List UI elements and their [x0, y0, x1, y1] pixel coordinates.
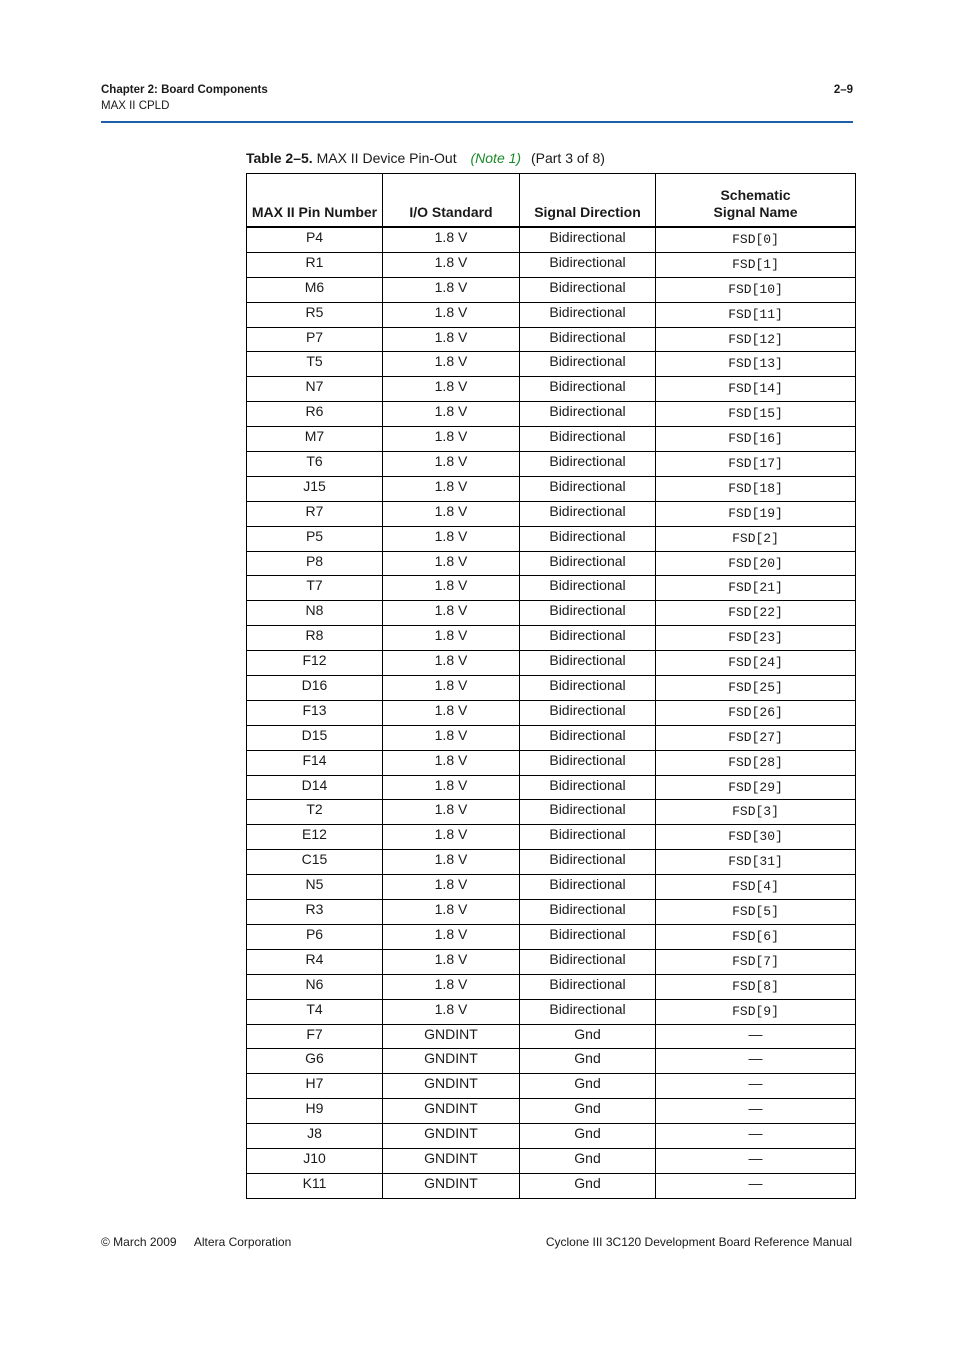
- table-body: [247, 227, 856, 1198]
- table-row: [247, 949, 856, 974]
- pin-number-cell: H9: [247, 1099, 383, 1124]
- io-standard-cell: 1.8 V: [383, 476, 520, 501]
- table-row: [247, 1049, 856, 1074]
- signal-direction-cell: Bidirectional: [520, 476, 656, 501]
- io-standard-cell: 1.8 V: [383, 227, 520, 252]
- signal-name-cell: FSD[28]: [656, 750, 856, 775]
- signal-direction-cell: Bidirectional: [520, 875, 656, 900]
- io-standard-cell: 1.8 V: [383, 924, 520, 949]
- chapter-title: Chapter 2: Board Components: [101, 84, 268, 96]
- signal-name-cell: —: [656, 1074, 856, 1099]
- io-standard-cell: 1.8 V: [383, 900, 520, 925]
- table-row: [247, 825, 856, 850]
- signal-name-cell: FSD[13]: [656, 352, 856, 377]
- signal-direction-cell: Bidirectional: [520, 800, 656, 825]
- table-row: [247, 676, 856, 701]
- pin-number-cell: F13: [247, 700, 383, 725]
- table-row: [247, 476, 856, 501]
- header-io-standard: I/O Standard: [383, 174, 520, 228]
- io-standard-cell: 1.8 V: [383, 949, 520, 974]
- table-row: [247, 526, 856, 551]
- signal-name-cell: —: [656, 1099, 856, 1124]
- pin-number-cell: T7: [247, 576, 383, 601]
- table-label: Table 2–5.: [246, 150, 313, 166]
- signal-direction-cell: Bidirectional: [520, 501, 656, 526]
- signal-direction-cell: Bidirectional: [520, 725, 656, 750]
- pin-number-cell: P6: [247, 924, 383, 949]
- pin-number-cell: D15: [247, 725, 383, 750]
- signal-direction-cell: Gnd: [520, 1173, 656, 1198]
- pin-number-cell: P5: [247, 526, 383, 551]
- signal-direction-cell: Gnd: [520, 1124, 656, 1149]
- table-row: [247, 900, 856, 925]
- table-row: [247, 277, 856, 302]
- table-row: [247, 750, 856, 775]
- signal-direction-cell: Gnd: [520, 1049, 656, 1074]
- signal-name-cell: FSD[31]: [656, 850, 856, 875]
- signal-name-cell: —: [656, 1049, 856, 1074]
- signal-direction-cell: Bidirectional: [520, 676, 656, 701]
- pin-number-cell: N6: [247, 974, 383, 999]
- signal-name-cell: FSD[0]: [656, 227, 856, 252]
- signal-direction-cell: Bidirectional: [520, 252, 656, 277]
- table-row: [247, 1074, 856, 1099]
- io-standard-cell: 1.8 V: [383, 551, 520, 576]
- signal-name-cell: FSD[22]: [656, 601, 856, 626]
- signal-direction-cell: Bidirectional: [520, 900, 656, 925]
- signal-direction-cell: Bidirectional: [520, 526, 656, 551]
- signal-direction-cell: Bidirectional: [520, 850, 656, 875]
- signal-name-cell: —: [656, 1148, 856, 1173]
- io-standard-cell: 1.8 V: [383, 601, 520, 626]
- io-standard-cell: 1.8 V: [383, 576, 520, 601]
- footer-left: [101, 1235, 291, 1249]
- pin-number-cell: K11: [247, 1173, 383, 1198]
- table-row: [247, 725, 856, 750]
- signal-name-cell: FSD[12]: [656, 327, 856, 352]
- signal-name-cell: FSD[21]: [656, 576, 856, 601]
- signal-name-cell: —: [656, 1124, 856, 1149]
- signal-name-cell: FSD[27]: [656, 725, 856, 750]
- signal-name-cell: FSD[26]: [656, 700, 856, 725]
- signal-direction-cell: Gnd: [520, 1024, 656, 1049]
- section-title: MAX II CPLD: [101, 100, 170, 112]
- pin-number-cell: F7: [247, 1024, 383, 1049]
- table-row: [247, 402, 856, 427]
- header-schematic-signal-name: [656, 174, 856, 228]
- pin-number-cell: D16: [247, 676, 383, 701]
- table-row: [247, 377, 856, 402]
- io-standard-cell: 1.8 V: [383, 402, 520, 427]
- signal-direction-cell: Bidirectional: [520, 551, 656, 576]
- signal-direction-cell: Bidirectional: [520, 227, 656, 252]
- table-row: [247, 1173, 856, 1198]
- io-standard-cell: 1.8 V: [383, 800, 520, 825]
- signal-direction-cell: Bidirectional: [520, 775, 656, 800]
- signal-direction-cell: Bidirectional: [520, 277, 656, 302]
- pin-number-cell: T4: [247, 999, 383, 1024]
- pin-number-cell: N8: [247, 601, 383, 626]
- signal-name-cell: FSD[24]: [656, 651, 856, 676]
- table-row: [247, 501, 856, 526]
- pin-number-cell: P8: [247, 551, 383, 576]
- pin-number-cell: J10: [247, 1148, 383, 1173]
- pin-number-cell: T5: [247, 352, 383, 377]
- pin-number-cell: R6: [247, 402, 383, 427]
- io-standard-cell: 1.8 V: [383, 676, 520, 701]
- header-signal-direction: Signal Direction: [520, 174, 656, 228]
- table-row: [247, 352, 856, 377]
- io-standard-cell: GNDINT: [383, 1148, 520, 1173]
- table-row: [247, 999, 856, 1024]
- header-schematic-line2: Signal Name: [713, 204, 798, 220]
- io-standard-cell: 1.8 V: [383, 526, 520, 551]
- page-header: [101, 84, 853, 123]
- signal-name-cell: FSD[17]: [656, 452, 856, 477]
- signal-name-cell: FSD[30]: [656, 825, 856, 850]
- io-standard-cell: 1.8 V: [383, 277, 520, 302]
- footer-manual-title: Cyclone III 3C120 Development Board Reference Manual: [545, 1235, 852, 1249]
- signal-direction-cell: Gnd: [520, 1148, 656, 1173]
- table-part: (Part 3 of 8): [530, 150, 605, 166]
- io-standard-cell: 1.8 V: [383, 750, 520, 775]
- signal-name-cell: FSD[14]: [656, 377, 856, 402]
- signal-direction-cell: Bidirectional: [520, 302, 656, 327]
- signal-direction-cell: Bidirectional: [520, 700, 656, 725]
- table-row: [247, 1124, 856, 1149]
- signal-direction-cell: Bidirectional: [520, 825, 656, 850]
- signal-direction-cell: Bidirectional: [520, 377, 656, 402]
- pin-number-cell: J8: [247, 1124, 383, 1149]
- signal-name-cell: FSD[16]: [656, 427, 856, 452]
- signal-name-cell: FSD[29]: [656, 775, 856, 800]
- io-standard-cell: 1.8 V: [383, 850, 520, 875]
- pin-number-cell: M7: [247, 427, 383, 452]
- pin-number-cell: G6: [247, 1049, 383, 1074]
- io-standard-cell: 1.8 V: [383, 427, 520, 452]
- pin-number-cell: H7: [247, 1074, 383, 1099]
- signal-direction-cell: Bidirectional: [520, 601, 656, 626]
- io-standard-cell: 1.8 V: [383, 626, 520, 651]
- signal-name-cell: FSD[9]: [656, 999, 856, 1024]
- footer-company: Altera Corporation: [193, 1235, 292, 1249]
- page-number: 2–9: [833, 84, 853, 96]
- pin-number-cell: J15: [247, 476, 383, 501]
- footer-date: © March 2009: [101, 1235, 177, 1249]
- signal-name-cell: FSD[20]: [656, 551, 856, 576]
- table-row: [247, 1024, 856, 1049]
- signal-direction-cell: Bidirectional: [520, 352, 656, 377]
- table-row: [247, 576, 856, 601]
- pin-number-cell: R7: [247, 501, 383, 526]
- signal-name-cell: FSD[10]: [656, 277, 856, 302]
- io-standard-cell: 1.8 V: [383, 725, 520, 750]
- signal-direction-cell: Bidirectional: [520, 974, 656, 999]
- signal-direction-cell: Bidirectional: [520, 949, 656, 974]
- io-standard-cell: 1.8 V: [383, 327, 520, 352]
- signal-name-cell: FSD[6]: [656, 924, 856, 949]
- table-row: [247, 227, 856, 252]
- pin-number-cell: E12: [247, 825, 383, 850]
- signal-name-cell: FSD[15]: [656, 402, 856, 427]
- table-row: [247, 875, 856, 900]
- io-standard-cell: GNDINT: [383, 1099, 520, 1124]
- signal-name-cell: FSD[19]: [656, 501, 856, 526]
- io-standard-cell: GNDINT: [383, 1049, 520, 1074]
- io-standard-cell: 1.8 V: [383, 999, 520, 1024]
- io-standard-cell: 1.8 V: [383, 452, 520, 477]
- table-row: [247, 452, 856, 477]
- table-row: [247, 551, 856, 576]
- signal-name-cell: —: [656, 1173, 856, 1198]
- io-standard-cell: GNDINT: [383, 1074, 520, 1099]
- signal-name-cell: FSD[11]: [656, 302, 856, 327]
- pin-number-cell: F12: [247, 651, 383, 676]
- signal-name-cell: FSD[3]: [656, 800, 856, 825]
- pin-number-cell: P7: [247, 327, 383, 352]
- pin-number-cell: R8: [247, 626, 383, 651]
- table-row: [247, 1148, 856, 1173]
- table-header-row: [247, 174, 856, 228]
- table-row: [247, 427, 856, 452]
- io-standard-cell: GNDINT: [383, 1173, 520, 1198]
- signal-direction-cell: Bidirectional: [520, 327, 656, 352]
- io-standard-cell: 1.8 V: [383, 377, 520, 402]
- pin-number-cell: M6: [247, 277, 383, 302]
- table-row: [247, 974, 856, 999]
- io-standard-cell: 1.8 V: [383, 775, 520, 800]
- signal-direction-cell: Bidirectional: [520, 576, 656, 601]
- signal-direction-cell: Bidirectional: [520, 750, 656, 775]
- io-standard-cell: 1.8 V: [383, 352, 520, 377]
- pin-number-cell: F14: [247, 750, 383, 775]
- table-title: MAX II Device Pin-Out: [316, 150, 457, 166]
- pin-number-cell: N7: [247, 377, 383, 402]
- table-note-link[interactable]: (Note 1): [470, 150, 522, 166]
- header-pin-number: MAX II Pin Number: [247, 174, 383, 228]
- table-row: [247, 1099, 856, 1124]
- pinout-table: [246, 173, 856, 1199]
- table-row: [247, 775, 856, 800]
- table-row: [247, 252, 856, 277]
- header-schematic-line1: Schematic: [720, 187, 791, 203]
- io-standard-cell: 1.8 V: [383, 875, 520, 900]
- signal-direction-cell: Bidirectional: [520, 651, 656, 676]
- signal-name-cell: FSD[5]: [656, 900, 856, 925]
- signal-direction-cell: Bidirectional: [520, 402, 656, 427]
- pin-number-cell: R5: [247, 302, 383, 327]
- pin-number-cell: R4: [247, 949, 383, 974]
- pin-number-cell: C15: [247, 850, 383, 875]
- signal-direction-cell: Gnd: [520, 1074, 656, 1099]
- signal-name-cell: FSD[1]: [656, 252, 856, 277]
- io-standard-cell: 1.8 V: [383, 700, 520, 725]
- pin-number-cell: D14: [247, 775, 383, 800]
- io-standard-cell: GNDINT: [383, 1124, 520, 1149]
- io-standard-cell: 1.8 V: [383, 252, 520, 277]
- table-row: [247, 850, 856, 875]
- table-row: [247, 626, 856, 651]
- pin-number-cell: P4: [247, 227, 383, 252]
- signal-name-cell: FSD[2]: [656, 526, 856, 551]
- io-standard-cell: 1.8 V: [383, 302, 520, 327]
- io-standard-cell: 1.8 V: [383, 974, 520, 999]
- signal-name-cell: FSD[7]: [656, 949, 856, 974]
- signal-direction-cell: Bidirectional: [520, 452, 656, 477]
- signal-name-cell: FSD[8]: [656, 974, 856, 999]
- signal-direction-cell: Bidirectional: [520, 427, 656, 452]
- pin-number-cell: T2: [247, 800, 383, 825]
- io-standard-cell: 1.8 V: [383, 825, 520, 850]
- table-row: [247, 924, 856, 949]
- signal-name-cell: FSD[25]: [656, 676, 856, 701]
- pin-number-cell: T6: [247, 452, 383, 477]
- signal-name-cell: —: [656, 1024, 856, 1049]
- io-standard-cell: 1.8 V: [383, 501, 520, 526]
- table-row: [247, 800, 856, 825]
- signal-name-cell: FSD[18]: [656, 476, 856, 501]
- pin-number-cell: R3: [247, 900, 383, 925]
- signal-direction-cell: Bidirectional: [520, 924, 656, 949]
- signal-direction-cell: Gnd: [520, 1099, 656, 1124]
- signal-name-cell: FSD[4]: [656, 875, 856, 900]
- pin-number-cell: R1: [247, 252, 383, 277]
- io-standard-cell: 1.8 V: [383, 651, 520, 676]
- signal-direction-cell: Bidirectional: [520, 626, 656, 651]
- table-row: [247, 651, 856, 676]
- pin-number-cell: N5: [247, 875, 383, 900]
- table-row: [247, 327, 856, 352]
- signal-direction-cell: Bidirectional: [520, 999, 656, 1024]
- io-standard-cell: GNDINT: [383, 1024, 520, 1049]
- table-caption: [246, 150, 605, 166]
- table-row: [247, 700, 856, 725]
- signal-name-cell: FSD[23]: [656, 626, 856, 651]
- table-row: [247, 302, 856, 327]
- table-row: [247, 601, 856, 626]
